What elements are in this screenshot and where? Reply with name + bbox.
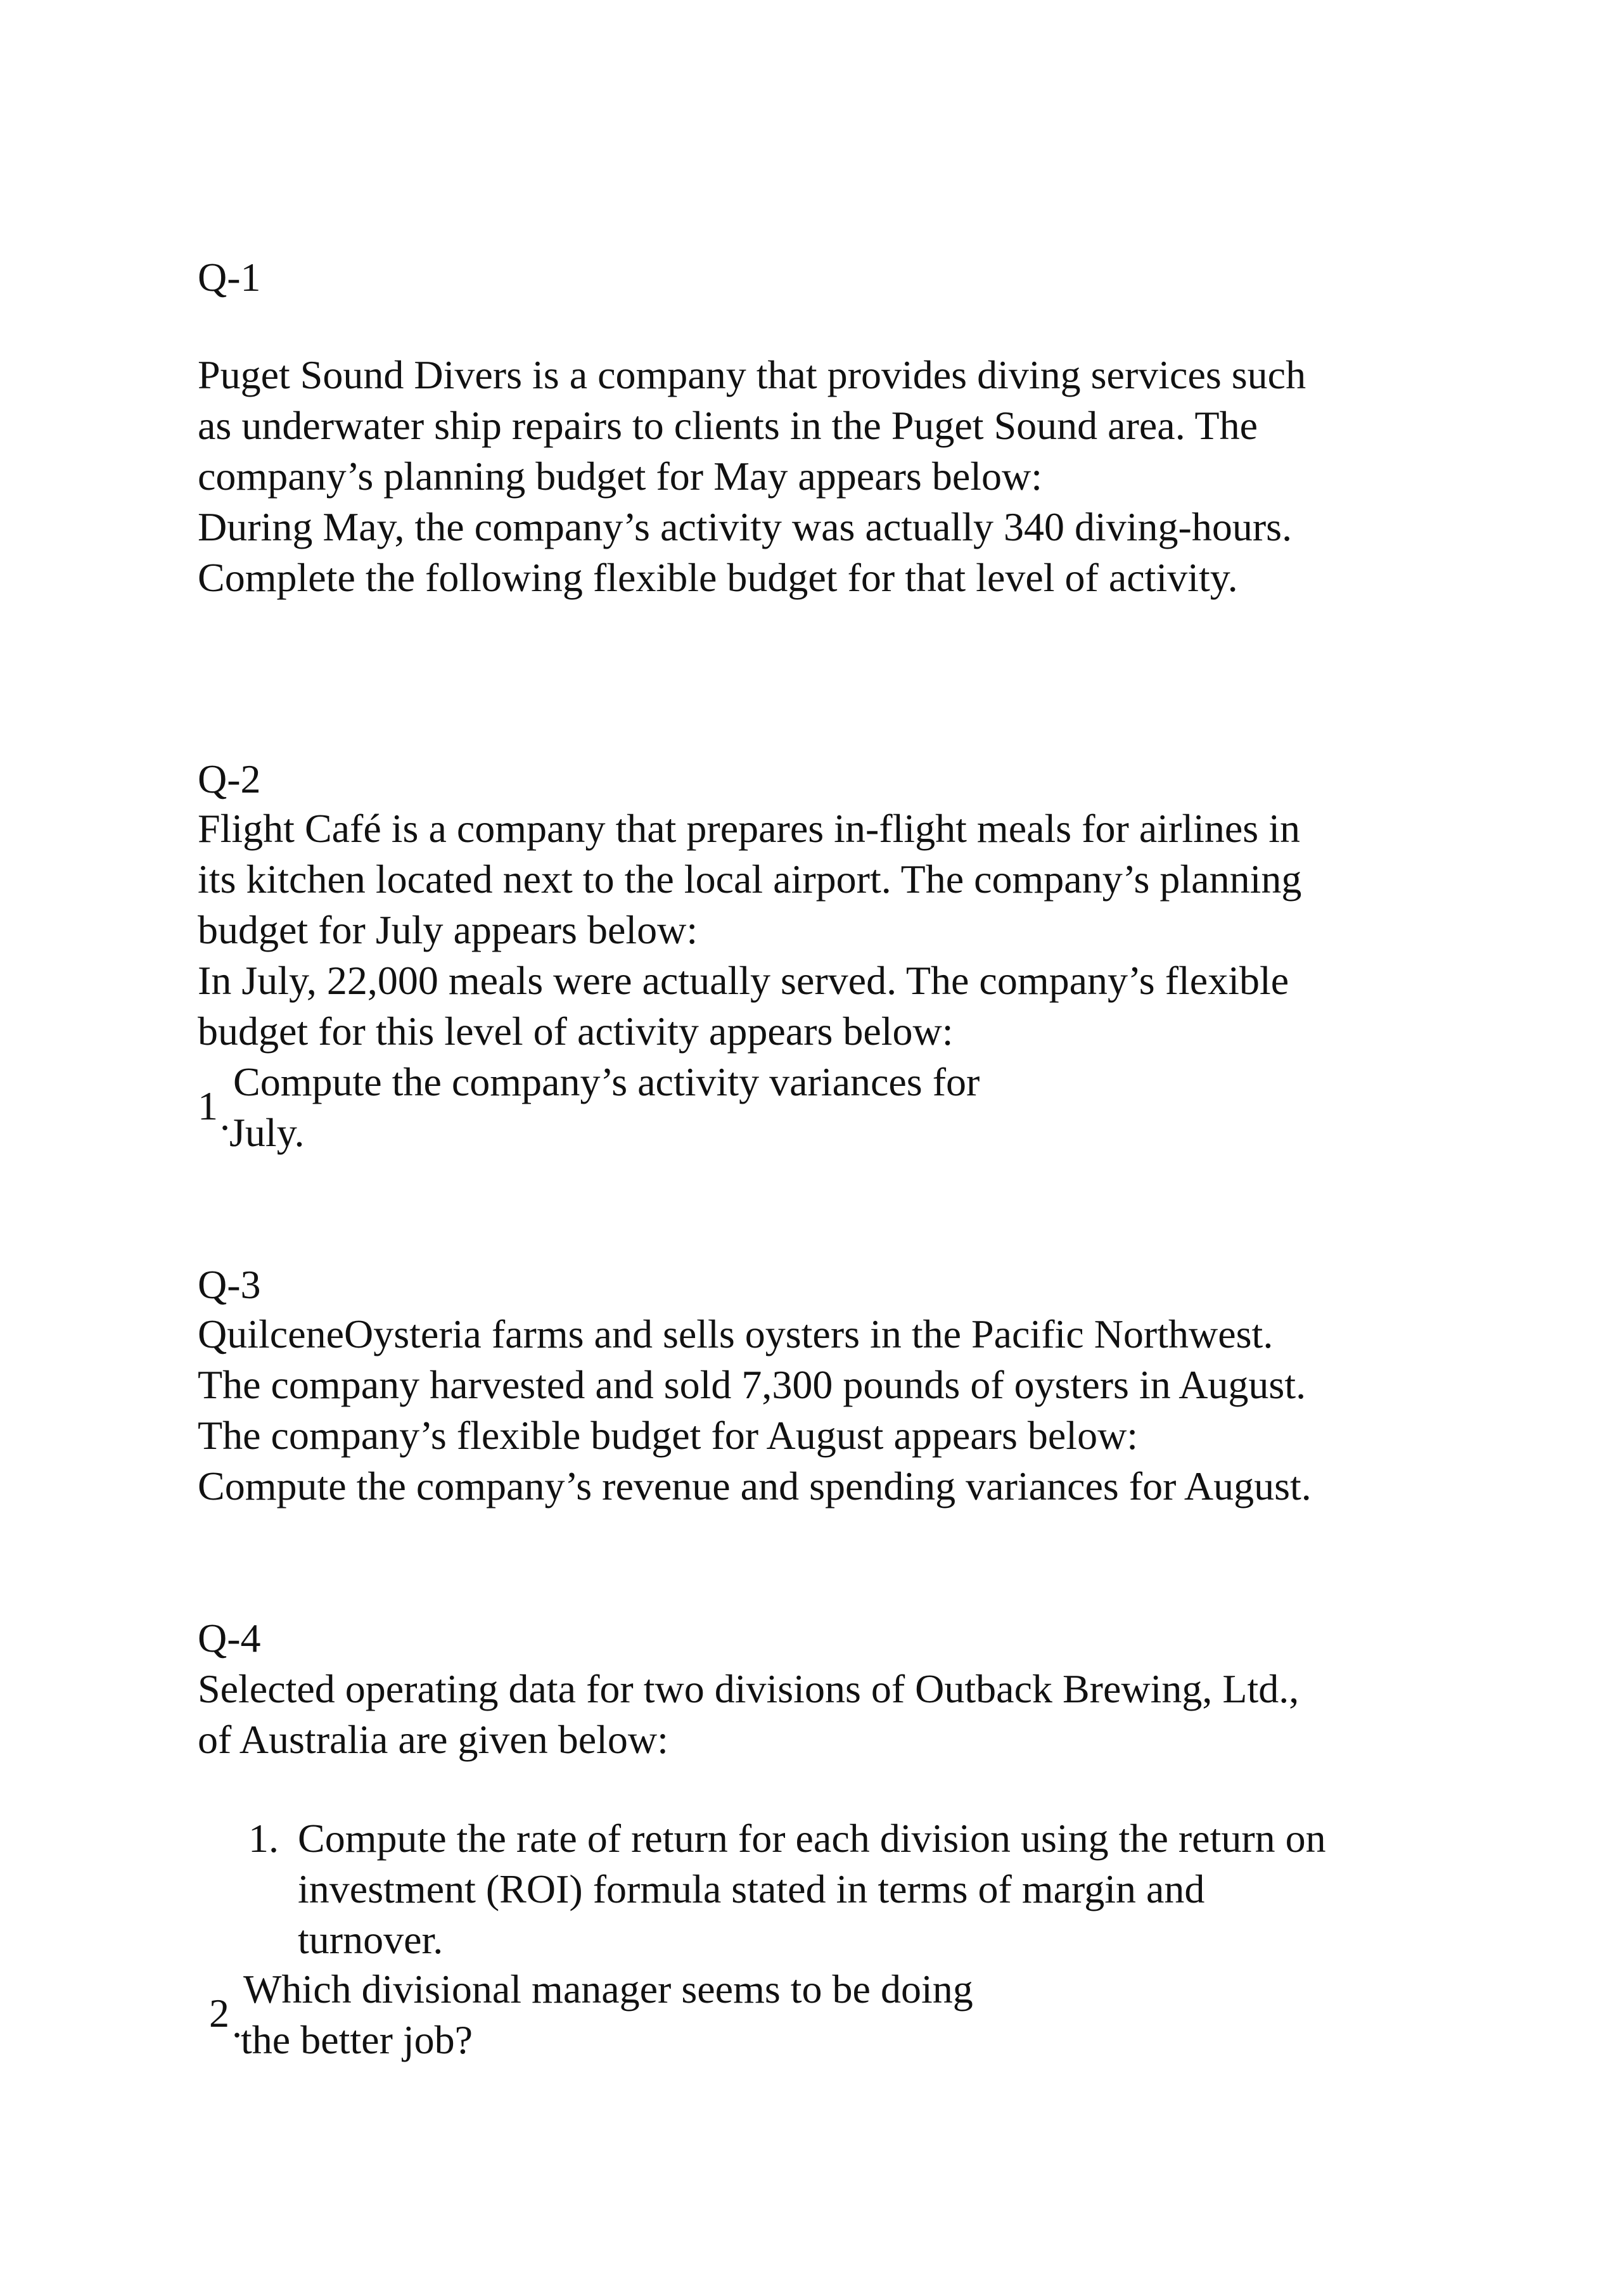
q3-line-2: The company harvested and sold 7,300 pounds of oysters in August. [198,1362,1306,1407]
q4-item2-dot: . [232,2001,242,2046]
q2-line-5: budget for this level of activity appears below: [198,1009,954,1054]
q4-line-1: Selected operating data for two divisions of Outback Brewing, Ltd., [198,1666,1300,1711]
q1-line-4: During May, the company’s activity was actually 340 diving-hours. [198,504,1293,549]
q1-line-3: company’s planning budget for May appears below: [198,454,1042,499]
q2-item-number: 1 [198,1083,218,1128]
q1-line-1: Puget Sound Divers is a company that provides diving services such [198,352,1306,397]
q4-item1-line-3: turnover. [298,1917,444,1962]
q4-item1-number: 1. [248,1816,279,1861]
q3-line-1: QuilceneOysteria farms and sells oysters in the Pacific Northwest. [198,1311,1274,1356]
q2-line-3: budget for July appears below: [198,907,698,952]
q4-item2-number: 2 [209,1991,229,2036]
q4-item1-line-1: Compute the rate of return for each division using the return on [298,1816,1326,1861]
q2-item-line-2: July. [229,1110,305,1155]
q1-heading: Q-1 [198,255,261,300]
q2-heading: Q-2 [198,756,261,801]
q3-line-3: The company’s flexible budget for August appears below: [198,1413,1139,1458]
q3-line-4: Compute the company’s revenue and spending variances for August. [198,1464,1312,1508]
q2-line-4: In July, 22,000 meals were actually served. The company’s flexible [198,958,1289,1003]
q3-heading: Q-3 [198,1262,261,1307]
q4-line-2: of Australia are given below: [198,1717,668,1762]
q4-item2-line-2: the better job? [241,2017,473,2062]
q4-item1-line-2: investment (ROI) formula stated in terms of margin and [298,1866,1205,1911]
q2-line-1: Flight Café is a company that prepares in-flight meals for airlines in [198,806,1300,851]
q4-item2-line-1: Which divisional manager seems to be doing [243,1967,973,2012]
q2-item-line-1: Compute the company’s activity variances for [233,1059,980,1104]
q2-item-dot: . [220,1094,230,1138]
q4-heading: Q-4 [198,1616,261,1661]
q1-line-2: as underwater ship repairs to clients in the Puget Sound area. The [198,403,1258,448]
q2-line-2: its kitchen located next to the local airport. The company’s planning [198,857,1302,902]
q1-line-5: Complete the following flexible budget for that level of activity. [198,555,1238,600]
